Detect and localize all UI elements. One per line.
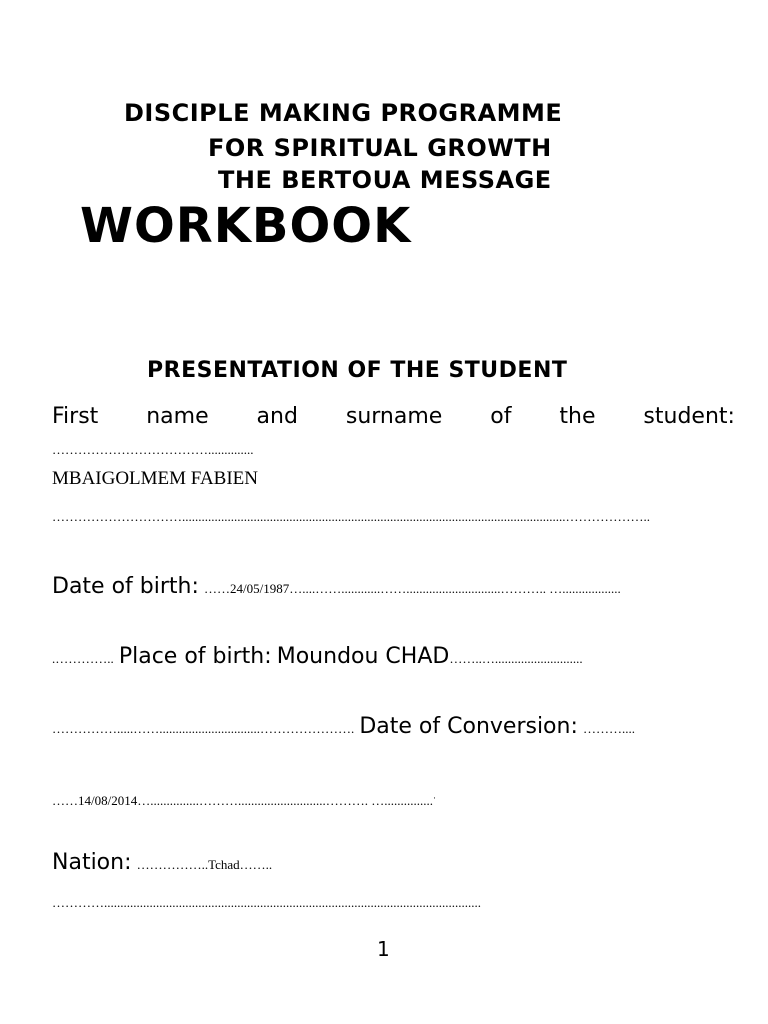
birth-place-label: Place of birth:: [118, 644, 272, 669]
label-word: the: [559, 404, 596, 429]
conversion-label: Date of Conversion:: [359, 714, 578, 739]
conversion-row: [52, 714, 635, 739]
birth-place-trailing-dots: ……..…...........................: [449, 651, 583, 666]
section-heading: PRESENTATION OF THE STUDENT: [147, 358, 568, 383]
label-word: of: [490, 404, 512, 429]
label-word: and: [256, 404, 298, 429]
nation-label: Nation:: [52, 850, 132, 875]
birth-date-label: Date of birth:: [52, 574, 199, 599]
nation-value: ……………..Tchad……..: [136, 857, 273, 872]
birth-place-leading-dots: .…………..: [52, 651, 114, 666]
conversion-value: ……14/08/2014…...............………...........................………. …...............: [52, 793, 433, 808]
birth-place-value: Moundou CHAD: [276, 644, 450, 669]
name-field-value: MBAIGOLMEM FABIEN: [52, 468, 259, 489]
label-word: First: [52, 404, 99, 429]
name-field-dots: ………………………………..............: [52, 442, 254, 457]
label-word: student:: [643, 404, 735, 429]
name-field-label: [52, 404, 735, 429]
title-line-1: DISCIPLE MAKING PROGRAMME: [124, 99, 563, 127]
title-line-2: FOR SPIRITUAL GROWTH: [208, 134, 552, 162]
name-field-trailing-dots: …………………………......................................................................................................................………………..: [52, 509, 650, 524]
label-word: name: [146, 404, 209, 429]
label-word: surname: [345, 404, 443, 429]
title-line-3: THE BERTOUA MESSAGE: [218, 166, 552, 194]
nation-row: [52, 850, 272, 875]
workbook-heading: WORKBOOK: [80, 198, 412, 254]
conversion-value-row: [52, 793, 436, 809]
nation-trailing-dots: …………....................................................................................................................: [52, 895, 481, 910]
page-number: 1: [377, 937, 390, 961]
birth-date-value: ……24/05/1987…....……............…….............................……….. …..................: [203, 581, 621, 596]
conversion-tick: ·: [432, 793, 436, 803]
conversion-trailing-dots: ………....: [582, 721, 635, 736]
birth-date-row: [52, 574, 621, 599]
birth-place-row: [52, 644, 583, 669]
conversion-leading-dots: …………….....……...............................………………….: [52, 721, 355, 736]
